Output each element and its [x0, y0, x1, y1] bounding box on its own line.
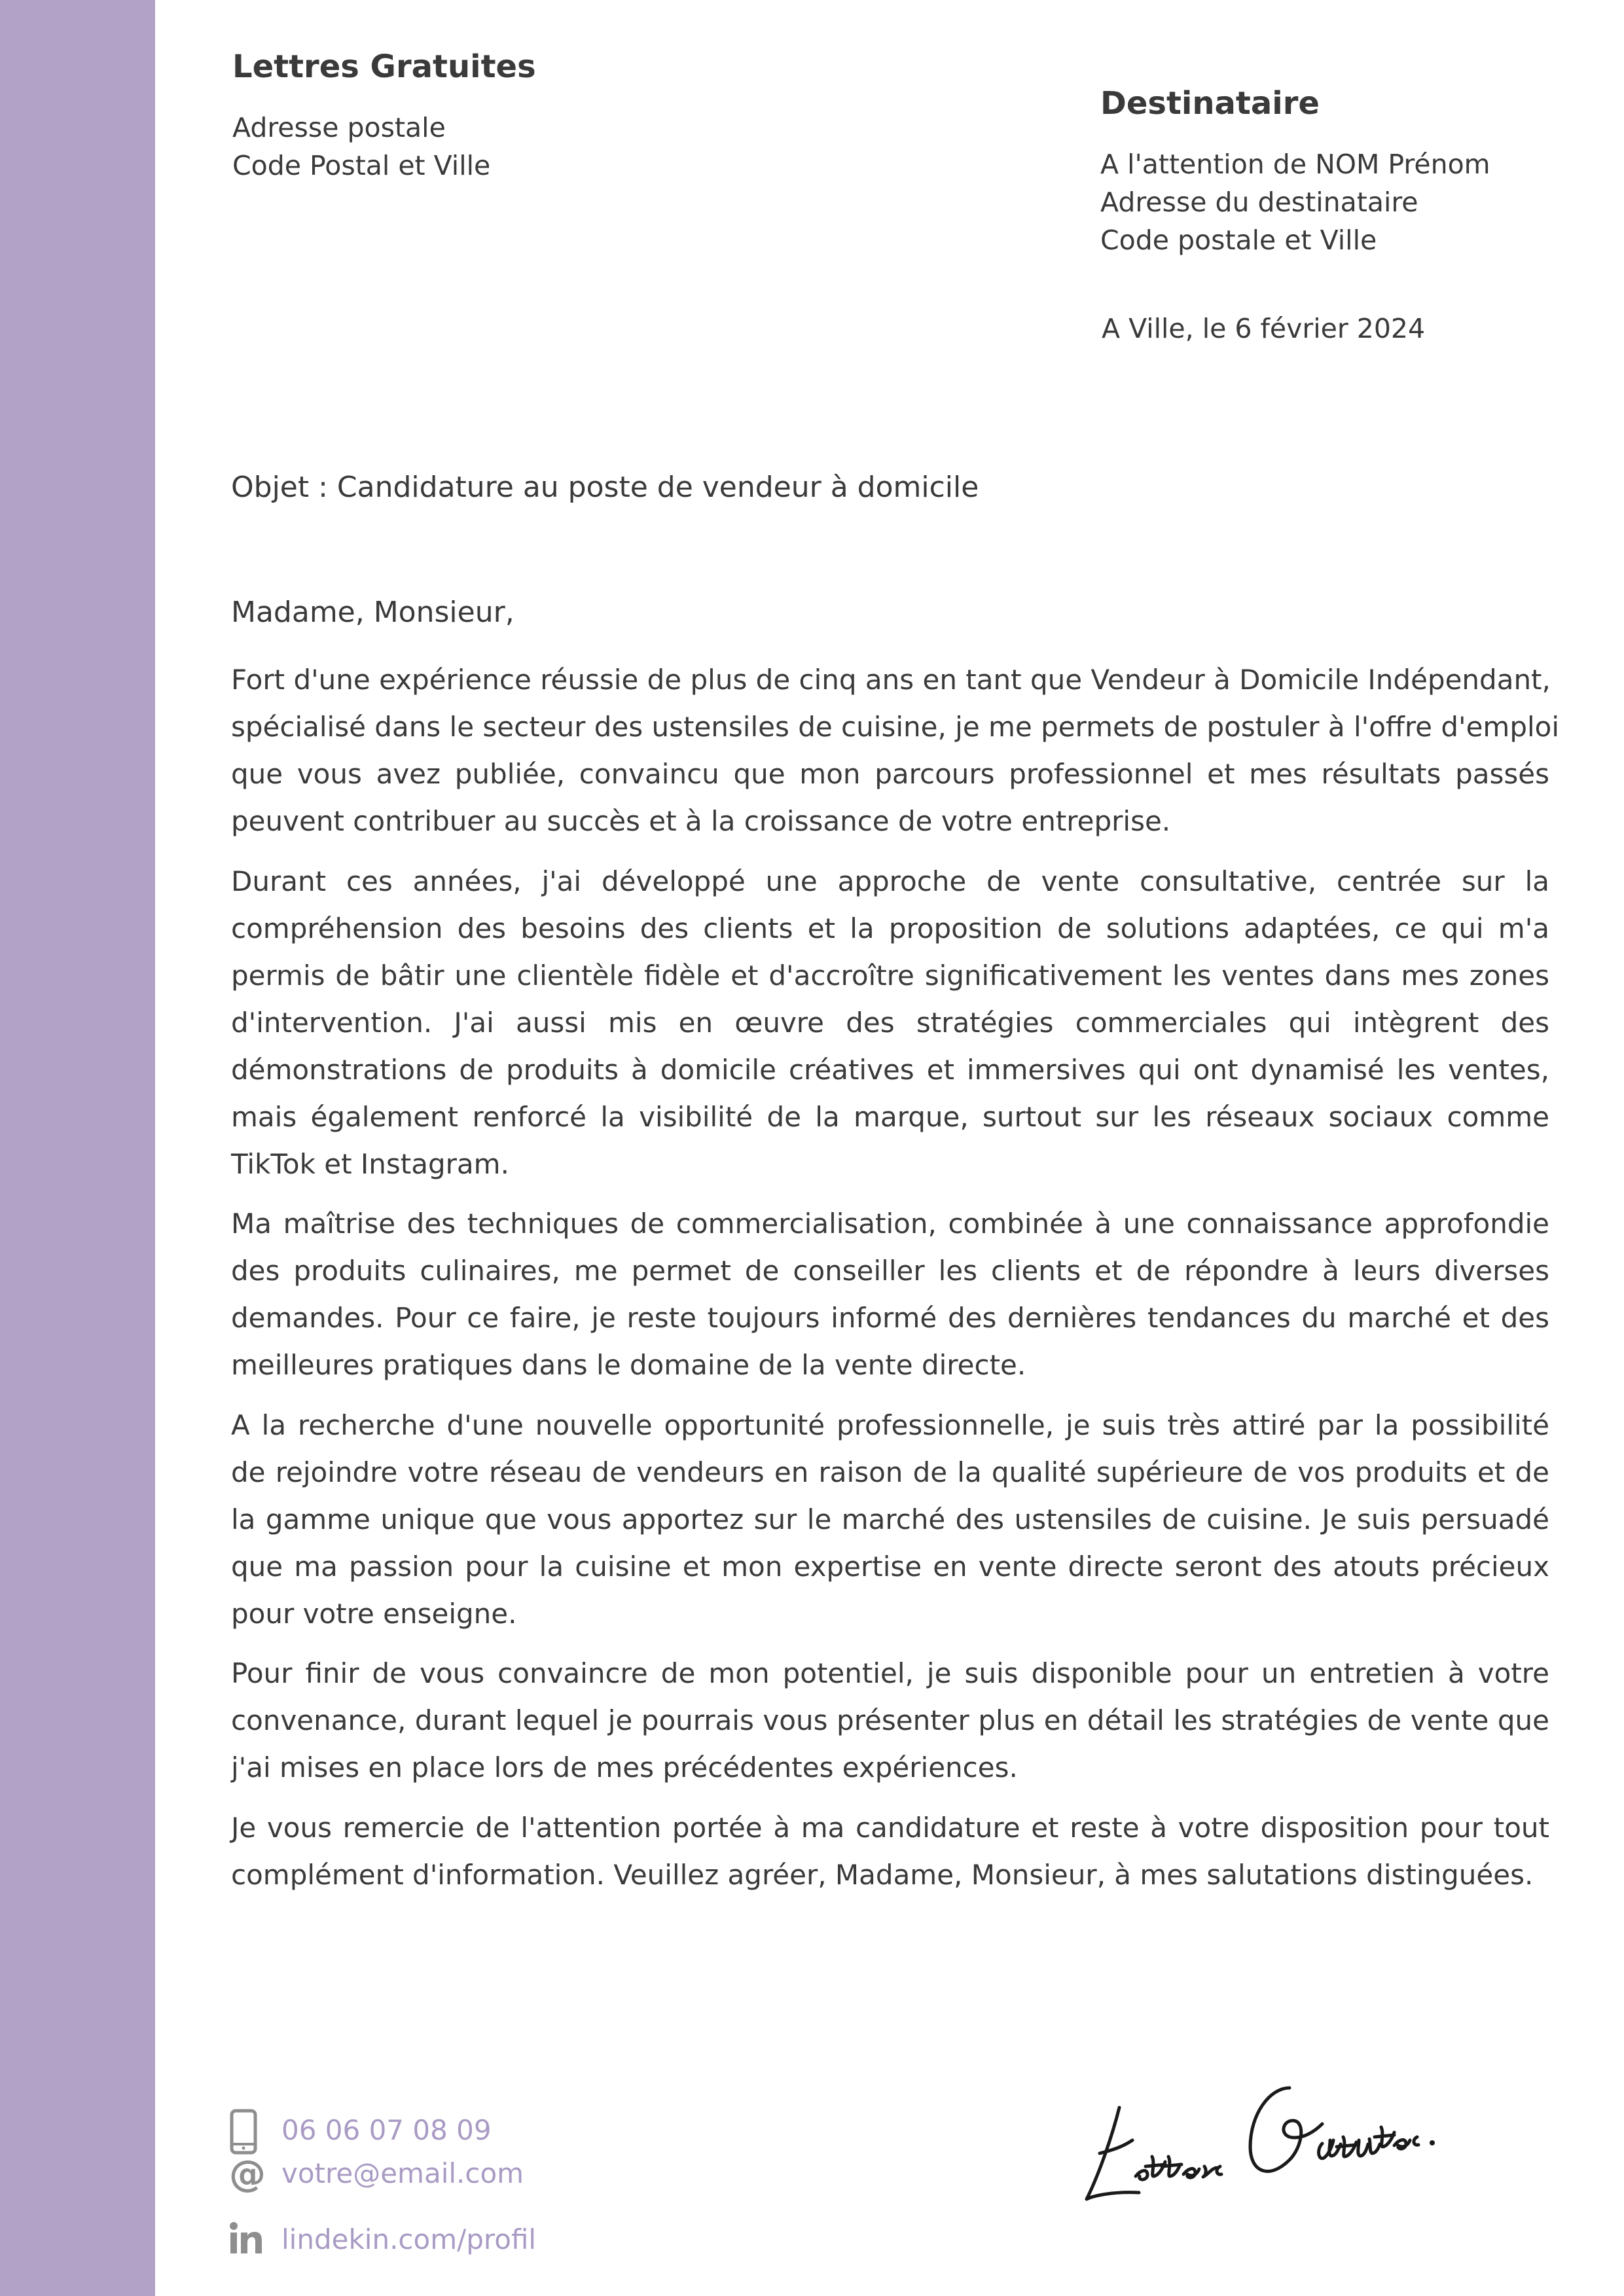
paragraph-line: j'ai mises en place lors de mes précédentes expériences. [231, 1751, 1018, 1784]
paragraph-line: peuvent contribuer au succès et à la croissance de votre entreprise. [231, 805, 1171, 837]
recipient-title: Destinataire [1100, 85, 1320, 122]
paragraph-line: pour votre enseigne. [231, 1597, 517, 1630]
sender-name: Lettres Gratuites [232, 48, 536, 85]
body-paragraph [231, 656, 1560, 845]
paragraph-line: Fort d'une expérience réussie de plus de cinq ans en tant que Vendeur à Domicile Indépendant, [231, 664, 1551, 696]
paragraph-line: meilleures pratiques dans le domaine de la vente directe. [231, 1349, 1026, 1381]
paragraph-line: de rejoindre votre réseau de vendeurs en raison de la qualité supérieure de vos produits et de [231, 1456, 1549, 1488]
letter-subject: Objet : Candidature au poste de vendeur à domicile [231, 471, 979, 504]
paragraph-line: Je vous remercie de l'attention portée à ma candidature et reste à votre disposition pour tout [231, 1811, 1549, 1844]
body-paragraph [231, 858, 1549, 1188]
paragraph-line: que ma passion pour la cuisine et mon expertise en vente directe seront des atouts précieux [231, 1550, 1549, 1583]
body-paragraph [231, 1804, 1549, 1899]
recipient-city: Code postale et Ville [1100, 224, 1377, 256]
body-paragraph [231, 1200, 1549, 1389]
paragraph-line: spécialisé dans le secteur des ustensiles de cuisine, je me permets de postuler à l'offre d'emploi [231, 711, 1560, 743]
paragraph-line: que vous avez publiée, convaincu que mon parcours professionnel et mes résultats passés [231, 758, 1549, 790]
linkedin-url[interactable]: lindekin.com/profil [281, 2223, 537, 2255]
paragraph-line: convenance, durant lequel je pourrais vous présenter plus en détail les stratégies de vente que [231, 1704, 1549, 1736]
paragraph-line: Durant ces années, j'ai développé une approche de vente consultative, centrée sur la [231, 865, 1549, 897]
email-address[interactable]: votre@email.com [281, 2157, 524, 2189]
at-sign-icon: @ [229, 2153, 266, 2195]
paragraph-line: permis de bâtir une clientèle fidèle et d'accroître significativement les ventes dans mes zones [231, 959, 1549, 992]
phone-number[interactable]: 06 06 07 08 09 [281, 2114, 492, 2146]
paragraph-line: Ma maîtrise des techniques de commercialisation, combinée à une connaissance approfondie [231, 1208, 1549, 1240]
paragraph-line: la gamme unique que vous apportez sur le marché des ustensiles de cuisine. Je suis persuadé [231, 1503, 1549, 1535]
paragraph-line: demandes. Pour ce faire, je reste toujours informé des dernières tendances du marché et des [231, 1302, 1549, 1334]
linkedin-icon [229, 2222, 268, 2268]
recipient-address: Adresse du destinataire [1100, 187, 1418, 218]
letter-body [231, 656, 1560, 1911]
paragraph-line: mais également renforcé la visibilité de la marque, surtout sur les réseaux sociaux comme [231, 1100, 1549, 1133]
sender-city: Code Postal et Ville [232, 150, 491, 181]
paragraph-line: Pour finir de vous convaincre de mon potentiel, je suis disponible pour un entretien à votre [231, 1657, 1549, 1689]
paragraph-line: démonstrations de produits à domicile créatives et immersives qui ont dynamisé les ventes, [231, 1053, 1549, 1086]
body-paragraph [231, 1402, 1549, 1638]
paragraph-line: des produits culinaires, me permet de conseiller les clients et de répondre à leurs diverses [231, 1255, 1549, 1287]
phone-icon [229, 2109, 268, 2155]
handwritten-signature [1074, 2062, 1466, 2219]
paragraph-line: TikTok et Instagram. [231, 1147, 509, 1180]
sender-block [232, 47, 821, 185]
recipient-block [1100, 84, 1598, 259]
recipient-attention: A l'attention de NOM Prénom [1100, 149, 1490, 180]
paragraph-line: compréhension des besoins des clients et la proposition de solutions adaptées, ce qui m'a [231, 912, 1549, 944]
letter-date: A Ville, le 6 février 2024 [1102, 313, 1426, 344]
paragraph-line: d'intervention. J'ai aussi mis en œuvre des stratégies commerciales qui intègrent des [231, 1006, 1549, 1039]
paragraph-line: A la recherche d'une nouvelle opportunité professionnelle, je suis très attiré par la possibilité [231, 1408, 1549, 1441]
body-paragraph [231, 1650, 1549, 1791]
sidebar-accent-bar [0, 0, 155, 2296]
paragraph-line: complément d'information. Veuillez agréer, Madame, Monsieur, à mes salutations distinguées. [231, 1858, 1534, 1891]
sender-address: Adresse postale [232, 112, 446, 143]
letter-salutation: Madame, Monsieur, [231, 596, 514, 629]
